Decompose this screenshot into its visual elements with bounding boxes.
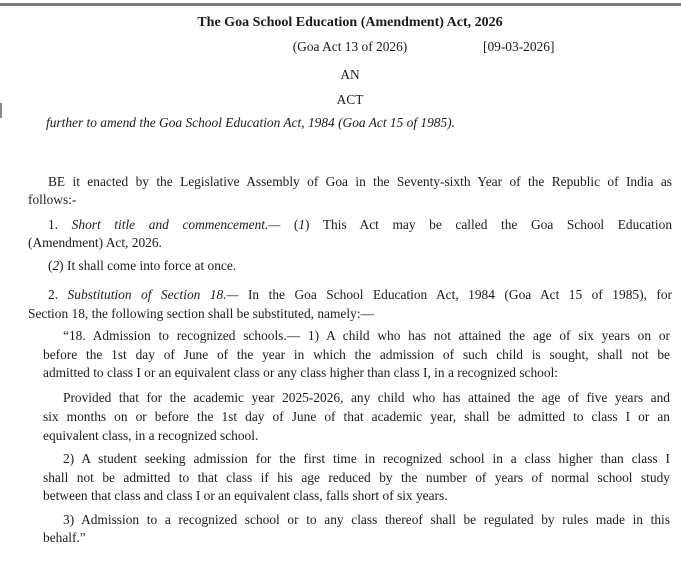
act-number: (Goa Act 13 of 2026)	[292, 39, 408, 54]
scan-artifact-mark	[0, 103, 2, 118]
new-section-18-sub-1-line: before the 1st day of June of the year in which the admission of such child is sought, shall not be	[43, 346, 670, 362]
new-section-18-sub-2	[43, 450, 670, 506]
new-section-18-sub-2-line: between that class and class I or an equivalent class, falls short of six years.	[43, 488, 448, 504]
new-section-18-sub-2-line: shall not be admitted to that class if his age reduced by the number of years of normal school study	[43, 469, 670, 485]
new-section-18-sub-1	[43, 327, 670, 383]
section-1-short-title-line: 1. Short title and commencement.— (1) This Act may be called the Goa School Education	[48, 216, 673, 232]
section-2-substitution	[28, 286, 672, 323]
section-1-sub-2-line: (2) It shall come into force at once.	[48, 258, 237, 274]
section-1-short-title	[28, 216, 672, 253]
section-1-short-title-line: (Amendment) Act, 2026.	[28, 235, 162, 251]
act-date-bracket: [09-03-2026]	[483, 39, 555, 54]
new-section-18-proviso-line: equivalent class, in a recognized school.	[43, 427, 259, 443]
act-title: The Goa School Education (Amendment) Act, 2026	[197, 15, 503, 30]
an-label: AN	[340, 67, 360, 82]
new-section-18-sub-1-line: “18. Admission to recognized schools.— 1) A child who has not attained the age of six years on or	[63, 328, 670, 344]
preamble-text: further to amend the Goa School Education Act, 1984 (Goa Act 15 of 1985).	[46, 115, 455, 130]
new-section-18-sub-3-line: behalf.”	[43, 530, 86, 546]
new-section-18-sub-3-line: 3) Admission to a recognized school or to any class thereof shall be regulated by rules made in this	[63, 511, 670, 527]
document-body	[0, 173, 681, 548]
new-section-18-sub-3	[43, 511, 670, 548]
enacting-clause	[28, 173, 672, 210]
act-number-line	[19, 38, 681, 55]
document-header	[0, 0, 681, 132]
section-2-substitution-line: Section 18, the following section shall be substituted, namely:—	[28, 305, 374, 321]
new-section-18-proviso	[43, 389, 670, 445]
act-label: ACT	[336, 92, 364, 107]
top-border-rule	[0, 3, 681, 6]
new-section-18-proviso-line: Provided that for the academic year 2025-2026, any child who has attained the age of five years and	[63, 390, 670, 406]
new-section-18-sub-1-line: admitted to class I or an equivalent class or any class higher than class I, in a recognized school:	[43, 365, 559, 381]
new-section-18-proviso-line: six months on or before the 1st day of June of that academic year, shall be admitted to class I or an	[43, 409, 670, 425]
enacting-clause-line: follows:-	[28, 192, 77, 208]
section-1-sub-2	[28, 257, 672, 276]
new-section-18-sub-2-line: 2) A student seeking admission for the first time in recognized school in a class higher than class I	[63, 451, 670, 467]
enacting-clause-line: BE it enacted by the Legislative Assembly of Goa in the Seventy-sixth Year of the Republic of India as	[48, 173, 672, 189]
section-2-substitution-line: 2. Substitution of Section 18.— In the Goa School Education Act, 1984 (Goa Act 15 of 1985), for	[48, 286, 672, 302]
